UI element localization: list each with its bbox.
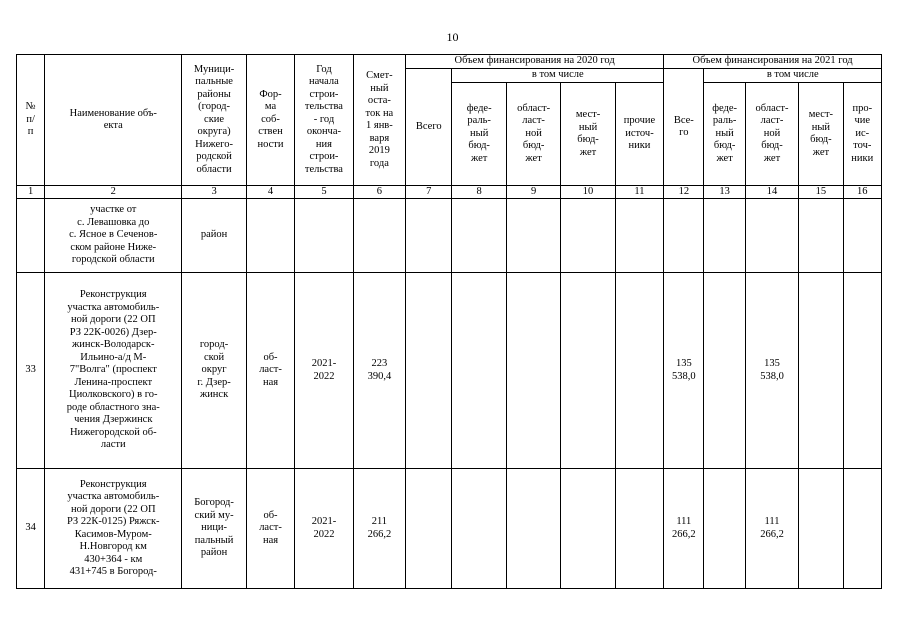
table-row (17, 199, 882, 273)
column-number: 13 (704, 186, 745, 199)
column-number: 12 (664, 186, 704, 199)
row-federal-2021 (704, 199, 745, 273)
header-total-2020: Всего (406, 69, 452, 186)
row-num: 34 (17, 469, 45, 589)
row-total-2021 (664, 199, 704, 273)
column-number: 5 (295, 186, 353, 199)
column-number: 1 (17, 186, 45, 199)
row-local-2021 (799, 273, 843, 469)
row-total-2020 (406, 199, 452, 273)
header-local-2020: мест- ный бюд- жет (561, 83, 615, 186)
row-regional-2020 (506, 273, 560, 469)
row-name: участке от с. Левашовка до с. Ясное в Сеченов- ском районе Ниже- городской области (45, 199, 182, 273)
row-name: Реконструкция участка автомобиль- ной дороги (22 ОП РЗ 22К-0026) Дзер- жинск-Володарск- Ильино-а/д М- 7"Волга" (проспект Ленина-проспект Циолковского) в го- роде областного зна- чения Дзержинск Нижегородской об- ласти (45, 273, 182, 469)
column-number: 3 (182, 186, 247, 199)
row-ownership: об- ласт- ная (246, 469, 294, 589)
row-estimate: 223 390,4 (353, 273, 405, 469)
column-number: 2 (45, 186, 182, 199)
column-number: 15 (799, 186, 843, 199)
row-regional-2020 (506, 469, 560, 589)
row-municipality: Богород- ский му- ници- пальный район (182, 469, 247, 589)
row-name: Реконструкция участка автомобиль- ной дороги (22 ОП РЗ 22К-0125) Ряжск- Касимов-Муром- Н.Новгород км 430+364 - км 431+745 в Богород- (45, 469, 182, 589)
column-number: 8 (452, 186, 506, 199)
column-number: 10 (561, 186, 615, 199)
page-number: 10 (446, 30, 459, 44)
column-number: 14 (745, 186, 798, 199)
row-ownership: об- ласт- ная (246, 273, 294, 469)
row-regional-2021: 111 266,2 (745, 469, 798, 589)
table-row (17, 469, 882, 589)
column-number: 11 (615, 186, 663, 199)
row-total-2021: 135 538,0 (664, 273, 704, 469)
row-federal-2020 (452, 469, 506, 589)
header-estimate: Смет- ный оста- ток на 1 янв- варя 2019 года (353, 55, 405, 186)
row-federal-2021 (704, 469, 745, 589)
header-fin-2021: Объем финансирования на 2021 год (664, 55, 882, 69)
row-total-2021: 111 266,2 (664, 469, 704, 589)
row-local-2021 (799, 199, 843, 273)
header-incl-2021: в том числе (704, 69, 882, 83)
header-num: № п/ п (17, 55, 45, 186)
row-years: 2021- 2022 (295, 469, 353, 589)
header-other-2020: прочие источ- ники (615, 83, 663, 186)
row-other-2020 (615, 273, 663, 469)
row-local-2020 (561, 199, 615, 273)
row-other-2020 (615, 469, 663, 589)
row-local-2020 (561, 469, 615, 589)
column-number: 16 (843, 186, 881, 199)
header-fin-2020: Объем финансирования на 2020 год (406, 55, 664, 69)
header-local-2021: мест- ный бюд- жет (799, 83, 843, 186)
row-other-2021 (843, 469, 881, 589)
column-number: 4 (246, 186, 294, 199)
column-number: 6 (353, 186, 405, 199)
row-total-2020 (406, 469, 452, 589)
row-years (295, 199, 353, 273)
header-municipality: Муници- пальные районы (город- ские округа) Нижего- родской области (182, 55, 247, 186)
row-regional-2021: 135 538,0 (745, 273, 798, 469)
header-total-2021: Все- го (664, 69, 704, 186)
table-row (17, 273, 882, 469)
header-years: Год начала строи- тельства - год оконча- ния строи- тельства (295, 55, 353, 186)
row-num: 33 (17, 273, 45, 469)
row-other-2021 (843, 273, 881, 469)
header-other-2021: про- чие ис- точ- ники (843, 83, 881, 186)
row-regional-2020 (506, 199, 560, 273)
header-regional-2020: област- ласт- ной бюд- жет (506, 83, 560, 186)
column-number: 7 (406, 186, 452, 199)
header-federal-2020: феде- раль- ный бюд- жет (452, 83, 506, 186)
financing-table (16, 54, 882, 589)
row-federal-2021 (704, 273, 745, 469)
row-regional-2021 (745, 199, 798, 273)
header-incl-2020: в том числе (452, 69, 664, 83)
row-local-2021 (799, 469, 843, 589)
column-number: 9 (506, 186, 560, 199)
row-municipality: район (182, 199, 247, 273)
row-other-2020 (615, 199, 663, 273)
column-number-row (17, 186, 882, 199)
row-municipality: город- ской округ г. Дзер- жинск (182, 273, 247, 469)
row-federal-2020 (452, 199, 506, 273)
row-estimate: 211 266,2 (353, 469, 405, 589)
header-federal-2021: феде- раль- ный бюд- жет (704, 83, 745, 186)
row-estimate (353, 199, 405, 273)
row-local-2020 (561, 273, 615, 469)
header-name: Наименование объ- екта (45, 55, 182, 186)
header-regional-2021: област- ласт- ной бюд- жет (745, 83, 798, 186)
row-years: 2021- 2022 (295, 273, 353, 469)
header-ownership: Фор- ма соб- ствен ности (246, 55, 294, 186)
row-ownership (246, 199, 294, 273)
row-total-2020 (406, 273, 452, 469)
row-federal-2020 (452, 273, 506, 469)
row-other-2021 (843, 199, 881, 273)
row-num (17, 199, 45, 273)
